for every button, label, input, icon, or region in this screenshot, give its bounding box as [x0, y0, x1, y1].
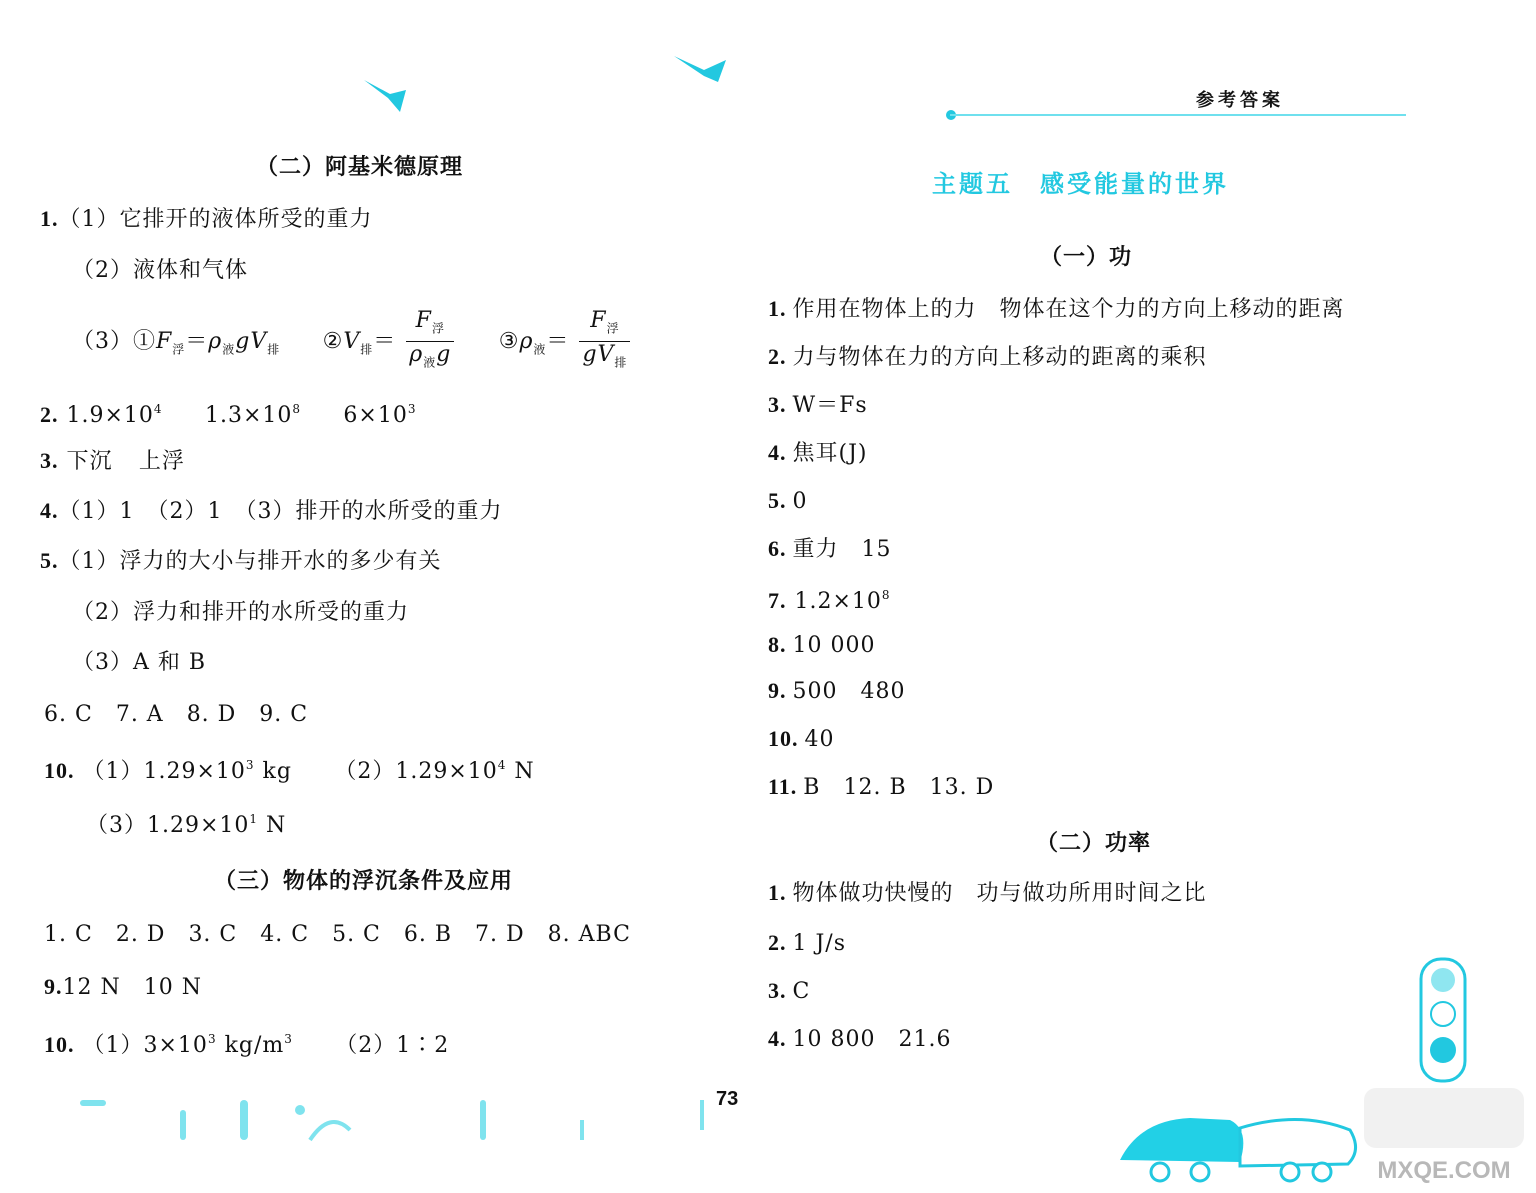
answer-line: 1. C 2. D 3. C 4. C 5. C 6. B 7. D 8. ABC — [44, 922, 631, 947]
answer-line: 5.（1）浮力的大小与排开水的多少有关 — [40, 548, 442, 574]
answer-line: 2. 1 J/s — [768, 930, 847, 956]
left-page — [0, 0, 760, 1193]
section-title: （二）阿基米德原理 — [256, 154, 464, 180]
answer-line: 10. $(1)1.29\times 10^3$ kg $(2)1.29\times 10^4$ N — [44, 758, 535, 784]
answer-line: 3. C — [768, 978, 811, 1004]
answer-line: 4.（1）1 （2）1 （3）排开的水所受的重力 — [40, 498, 503, 524]
section-title: （三）物体的浮沉条件及应用 — [214, 868, 514, 894]
fraction: $\frac{F_浮}{\rho_液g}$ — [406, 308, 454, 376]
header-label: 参考答案 — [1196, 90, 1284, 111]
answer-line: 1. 物体做功快慢的 功与做功所用时间之比 — [768, 880, 1207, 906]
answer-line: 8. 10 000 — [768, 632, 876, 658]
topic-title: 主题五 感受能量的世界 — [932, 170, 1229, 198]
traffic-light-decoration — [1418, 956, 1468, 1086]
answer-line: 11. B 12. B 13. D — [768, 774, 995, 800]
answer-line: 9. 500 480 — [768, 678, 906, 704]
answer-line: 3. W＝Fs — [768, 392, 868, 418]
section-title: （一）功 — [1040, 244, 1133, 270]
section-title: （二）功率 — [1036, 830, 1152, 856]
answer-line: 1. 作用在物体上的力 物体在这个力的方向上移动的距离 — [768, 296, 1345, 322]
answer-line: 3. 下沉 上浮 — [40, 448, 185, 474]
answer-line: （2）浮力和排开的水所受的重力 — [72, 600, 409, 625]
answer-line: （3）A 和 B — [72, 650, 207, 675]
watermark-logo — [1356, 1080, 1532, 1190]
answer-line: 4. 焦耳(J) — [768, 440, 868, 466]
answer-line: 6. C 7. A 8. D 9. C — [44, 702, 309, 727]
answer-line: （2）液体和气体 — [72, 258, 248, 283]
answer-line: 2. $1.9\times 10^4$ $1.3\times 10^8$ $6\times 10^3$ — [40, 402, 417, 428]
answer-line: 9.12 N 10 N — [44, 974, 202, 1000]
answer-line: 4. 10 800 21.6 — [768, 1026, 952, 1052]
fraction: $\frac{F_浮}{gV_排}$ — [579, 308, 630, 376]
answer-line: 10. 40 — [768, 726, 835, 752]
watermark-text: MXQE.COM — [1377, 1157, 1511, 1184]
answer-line: $(3)1.29\times 10^1$ N — [86, 812, 287, 838]
answer-line: 10. $(1)3\times 10^3$ $kg/m^3$ （2）1∶2 — [44, 1032, 450, 1058]
grass-decoration — [60, 1070, 760, 1190]
answer-line: 7. $1.2\times 10^8$ — [768, 588, 891, 614]
formula-line: $(3)①F_浮=\rho_液gV_排$ $②V_排=$ $\frac{F_浮}{\rho_液g}$ $③\rho_液=$ $\frac{F_浮}{gV_排}$ — [72, 308, 632, 376]
answer-line: 5. 0 — [768, 488, 808, 514]
answer-line: 2. 力与物体在力的方向上移动的距离的乘积 — [768, 344, 1207, 370]
page-number: 73 — [716, 1088, 739, 1110]
train-decoration — [1100, 1100, 1370, 1190]
answer-line: 6. 重力 15 — [768, 536, 892, 562]
answer-line: 1.（1）它排开的液体所受的重力 — [40, 206, 373, 232]
